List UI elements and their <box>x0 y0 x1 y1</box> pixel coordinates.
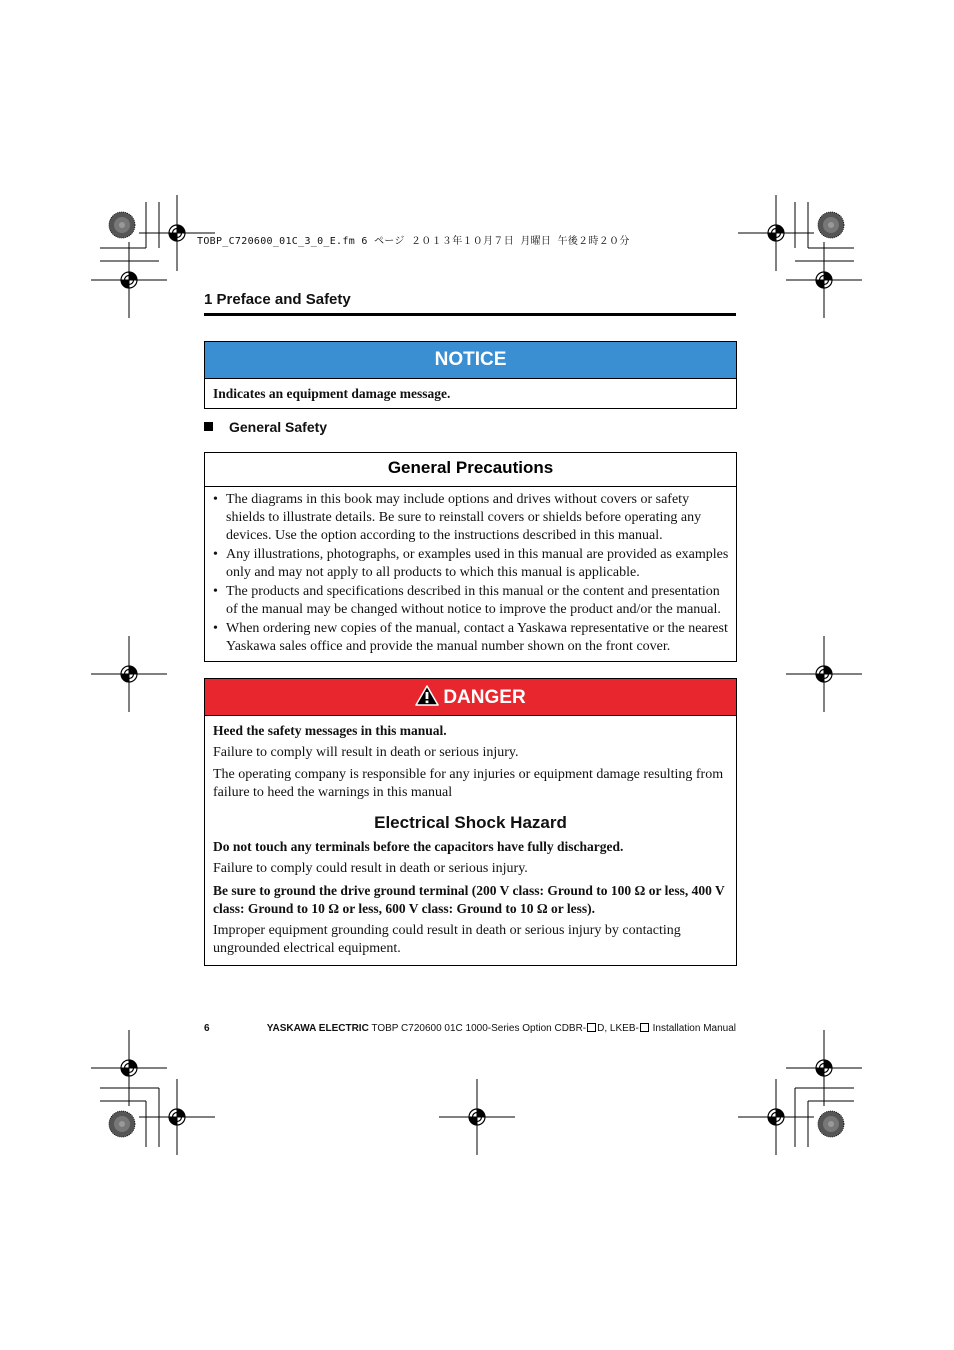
danger-title: DANGER <box>443 687 526 708</box>
bullet-icon: • <box>213 492 218 507</box>
ground-bold-text: Be sure to ground the drive ground terminal (200 V class: Ground to 100 Ω or less, 400 V class: Ground to 10 Ω or less, 600 V class: Ground to 10 Ω or less). <box>213 883 725 916</box>
warning-triangle-icon <box>415 682 439 720</box>
bullet-icon: • <box>213 584 218 599</box>
bullet-icon: • <box>213 547 218 562</box>
footer-brand: YASKAWA ELECTRIC <box>266 1023 369 1034</box>
section-title: 1 Preface and Safety <box>204 291 736 316</box>
shock-hazard-header: Electrical Shock Hazard <box>374 813 567 832</box>
precautions-list <box>205 487 736 656</box>
list-item: • When ordering new copies of the manual, contact a Yaskawa representative or the nearest Yaskawa sales office and provide the manual number shown on the front cover. <box>213 621 728 654</box>
operating-company-text: The operating company is responsible for any injuries or equipment damage resulting from failure to heed the warnings in this manual <box>213 767 724 800</box>
terminals-text: Failure to comply could result in death or serious injury. <box>213 861 528 876</box>
placeholder-box-icon <box>640 1023 649 1032</box>
general-precautions-box <box>204 452 737 662</box>
heed-bold-text: Heed the safety messages in this manual. <box>213 723 447 738</box>
placeholder-box-icon <box>587 1023 596 1032</box>
notice-box <box>204 341 737 409</box>
footer-doc-info: YASKAWA ELECTRIC TOBP C720600 01C 1000-Series Option CDBR- D, LKEB- Installation Manual <box>266 1023 736 1034</box>
precautions-header: General Precautions <box>205 453 736 487</box>
subsection-title: General Safety <box>229 419 328 435</box>
heed-text: Failure to comply will result in death or serious injury. <box>213 745 519 760</box>
danger-box <box>204 678 737 966</box>
notice-text: Indicates an equipment damage message. <box>213 386 451 401</box>
ground-text: Improper equipment grounding could result in death or serious injury by contacting ungrounded electrical equipment. <box>213 923 681 956</box>
list-item: • The diagrams in this book may include options and drives without covers or safety shields to illustrate details. Be sure to reinstall covers or shields before operating any devices. Use the option according to the instructions described in this manual. <box>213 492 702 543</box>
page-number: 6 <box>204 1023 210 1034</box>
list-item: • Any illustrations, photographs, or examples used in this manual are provided as examples only and may not apply to all products to which this manual is applicable. <box>213 547 729 580</box>
subsection-heading <box>204 419 327 435</box>
list-item: • The products and specifications described in this manual or the content and presentation of the manual may be changed without notice to improve the product and/or the manual. <box>213 584 721 617</box>
danger-header <box>205 679 736 716</box>
terminals-bold-text: Do not touch any terminals before the capacitors have fully discharged. <box>213 839 624 854</box>
print-meta: TOBP_C720600_01C_3_0_E.fm 6 ページ ２０１３年１０月７日 月曜日 午後２時２０分 <box>197 236 630 247</box>
notice-header: NOTICE <box>205 342 736 379</box>
square-bullet-icon <box>204 422 213 431</box>
bullet-icon: • <box>213 621 218 636</box>
